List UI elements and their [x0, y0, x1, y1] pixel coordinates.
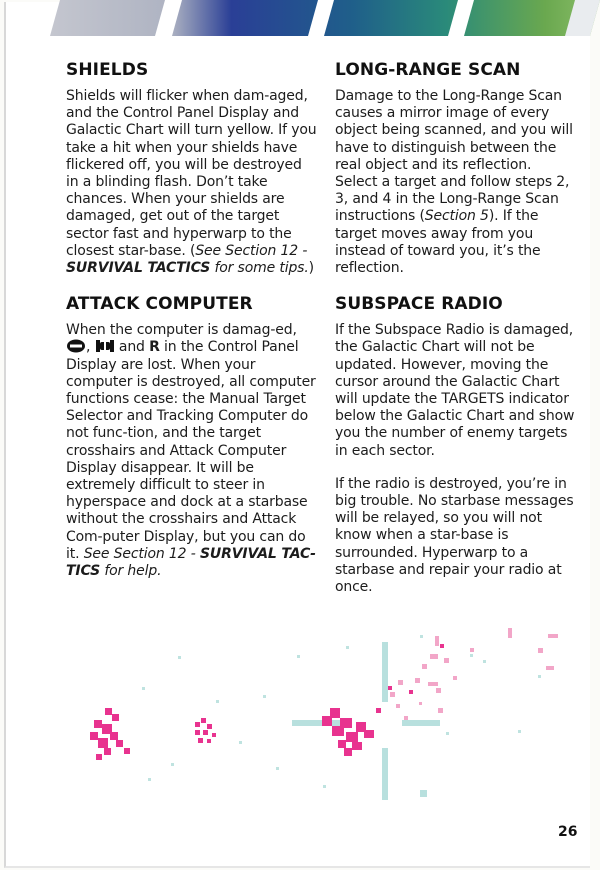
color-band-header	[0, 0, 600, 42]
attack-computer-ref-see: See Section 12 -	[83, 545, 200, 562]
shields-body	[66, 88, 318, 277]
long-range-scan-heading: LONG-RANGE SCAN	[335, 60, 521, 80]
attack-computer-ref-survival-tactics: SURVIVAL TAC-TICS	[66, 545, 316, 580]
target-crosshair	[292, 642, 440, 800]
attack-computer-body	[66, 322, 318, 580]
subspace-radio-heading: SUBSPACE RADIO	[335, 294, 503, 315]
left-enemy-ship	[90, 708, 130, 760]
space-battle-illustration	[0, 620, 600, 820]
central-enemy-ship	[322, 708, 374, 756]
starfield	[142, 635, 541, 788]
subspace-radio-para-1: If the Subspace Radio is damaged, the Galactic Chart will not be updated. However, moving the cursor around the Galactic Chart will update the TARGETS indicator below the Galactic Chart and show you the number of enemy targets in each sector.	[335, 322, 575, 459]
shields-text: Shields will flicker when dam-aged, and the Control Panel Display and Galactic Chart will turn yellow. If you take a hit when your shields have flickered off, you will be destroyed in a blinding flash. Don’t take chances. When your shields are damaged, get out of the target sector fast and hyperwarp to the closest star-base. (	[66, 88, 317, 259]
shields-ref-tail: for some tips.	[210, 260, 309, 277]
long-range-scan-body	[335, 88, 575, 277]
left-column	[66, 60, 318, 597]
shields-heading: SHIELDS	[66, 60, 149, 80]
section-long-range-scan	[335, 60, 575, 277]
zylon-basestar-icon	[66, 339, 86, 353]
long-range-scan-ref: Section 5	[424, 208, 489, 225]
debris-field	[390, 628, 558, 720]
attack-computer-and: and	[114, 339, 150, 356]
attack-computer-comma: ,	[86, 339, 95, 356]
section-shields	[66, 60, 318, 277]
shields-close-paren: )	[308, 260, 314, 277]
tie-fighter-icon	[95, 339, 115, 353]
attack-computer-heading: ATTACK COMPUTER	[66, 294, 253, 315]
page-number: 26	[558, 824, 578, 840]
subspace-radio-para-2: If the radio is destroyed, you’re in big trouble. No starbase messages will be relayed, so you will not know when a star-base is surrounded. Hyperwarp to a starbase and repair your radio at once.	[335, 475, 574, 596]
shields-ref-see: See Section 12 -	[195, 242, 308, 259]
attack-computer-text-b: in the Control Panel Display are lost. When your computer is destroyed, all computer functions cease: the Manual Target Selector and Tracking Computer do not func-tion, and the target crosshairs and Attack Computer Display disappear. It will be extremely difficult to steer in hyperspace and dock at a starbase without the crosshairs and Attack Com-puter Display, but you can do it.	[66, 339, 316, 562]
small-enemy-ship	[195, 718, 216, 743]
attack-computer-text-a: When the computer is damag-ed,	[66, 322, 297, 339]
section-subspace-radio	[335, 294, 575, 596]
attack-computer-ref-tail: for help.	[100, 563, 162, 580]
long-range-scan-text-b: ). If the target moves away from you instead of toward you, it’s the reflection.	[335, 208, 541, 277]
shields-ref-survival-tactics: SURVIVAL TACTICS	[66, 260, 211, 277]
right-column	[335, 60, 575, 613]
long-range-scan-text-a: Damage to the Long-Range Scan causes a mirror image of every object being scanned, and you will have to distinguish between the real object and its reflection. Select a target and follow steps 2, 3, and 4 in the Long-Range Scan instructions (	[335, 88, 573, 225]
section-attack-computer	[66, 294, 318, 580]
attack-computer-letter-r: R	[149, 339, 160, 356]
